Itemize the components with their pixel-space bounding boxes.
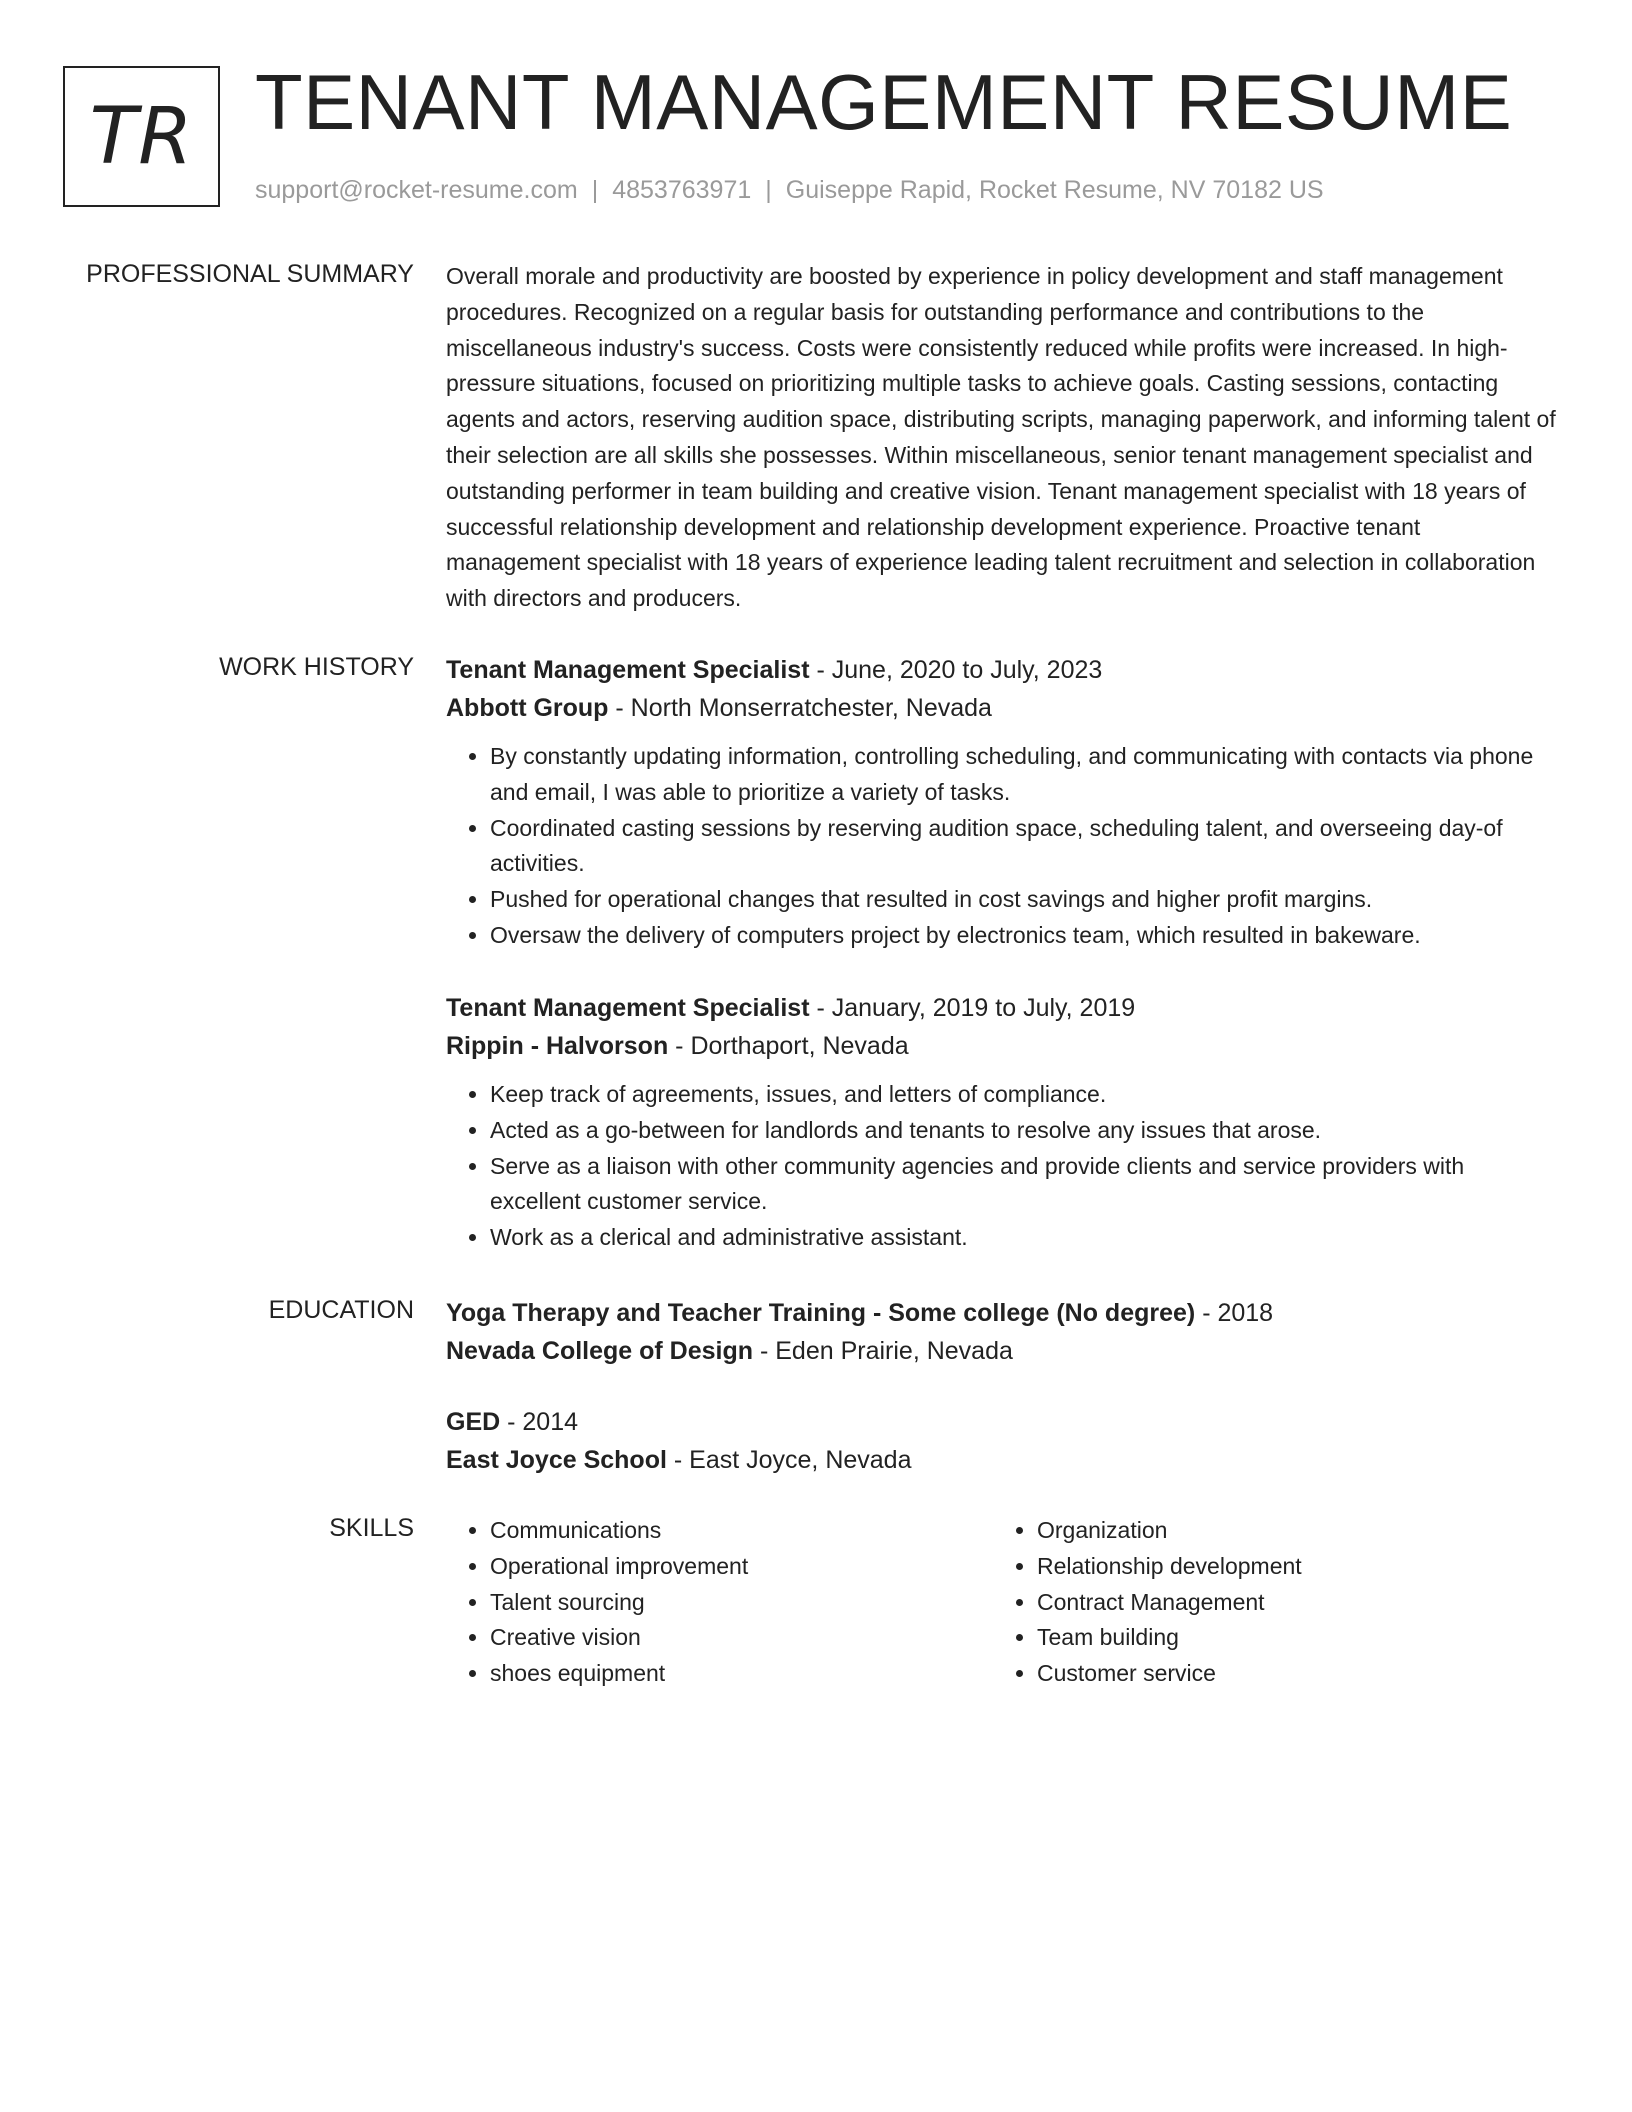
section-label-education: EDUCATION [268,1296,414,1324]
skill-item: • Team building [1037,1620,1540,1656]
job-dates: - June, 2020 to July, 2023 [809,656,1103,684]
skill-item: • Creative vision [490,1620,993,1656]
skill-item: • Contract Management [1037,1585,1540,1621]
job-bullets [446,1077,1556,1256]
list-item: • Coordinated casting sessions by reserving audition space, scheduling talent, and overseeing day-of activities. [490,811,1556,883]
education-school-line [446,1332,1556,1370]
email-text: support@rocket-resume.com [255,176,578,204]
education-body [446,1294,1556,1474]
section-label-summary: PROFESSIONAL SUMMARY [86,260,414,288]
skills-grid [446,1513,1556,1692]
summary-text: Overall morale and productivity are boosted by experience in policy development and staff management procedures. Recognized on a regular basis for outstanding performance and contributions to the miscellaneous industry's success. Costs were consistently reduced while profits were increased. In high-pressure situations, focused on prioritizing multiple tasks to achieve goals. Casting sessions, contacting agents and actors, reserving audition space, distributing scripts, managing paperwork, and informing talent of their selection are all skills she possesses. Within miscellaneous, senior tenant management specialist and outstanding performer in team building and creative vision. Tenant management specialist with 18 years of successful relationship development and relationship development experience. Proactive tenant management specialist with 18 years of experience leading talent recruitment and selection in collaboration with directors and producers. [446,263,1556,612]
list-item: • Acted as a go-between for landlords and tenants to resolve any issues that arose. [490,1113,1556,1149]
skill-item: • Operational improvement [490,1549,993,1585]
section-label-skills: SKILLS [329,1514,414,1542]
education-location: - East Joyce, Nevada [666,1446,912,1474]
education-degree: Yoga Therapy and Teacher Training - Some college (No degree) [446,1299,1196,1327]
job-company: Abbott Group [446,694,609,722]
list-item: • Work as a clerical and administrative assistant. [490,1220,1556,1256]
job-title: Tenant Management Specialist [446,656,810,684]
skill-item: • Communications [490,1513,993,1549]
address-text: Guiseppe Rapid, Rocket Resume, NV 70182 US [785,176,1324,204]
section-label-work-history: WORK HISTORY [219,653,414,681]
skill-item: • Relationship development [1037,1549,1540,1585]
summary-body [446,259,1556,617]
skills-list-right [993,1513,1540,1692]
job-entry [446,989,1556,1256]
education-entry [446,1294,1556,1370]
job-bullets [446,739,1556,954]
skills-body [446,1513,1556,1692]
list-item: • By constantly updating information, controlling scheduling, and communicating with contacts via phone and email, I was able to prioritize a variety of tasks. [490,739,1556,811]
job-company-line [446,689,1556,727]
education-entry [446,1403,912,1479]
monogram-badge: TR [63,66,220,207]
page-title: TENANT MANAGEMENT RESUME [255,58,1513,146]
education-degree-line [446,1294,1556,1332]
skill-item: • Organization [1037,1513,1540,1549]
education-degree-line [446,1403,912,1441]
list-item: • Pushed for operational changes that resulted in cost savings and higher profit margins. [490,882,1556,918]
education-location: - Eden Prairie, Nevada [753,1337,1013,1365]
list-item: • Serve as a liaison with other community agencies and provide clients and service providers with excellent customer service. [490,1149,1556,1221]
list-item: • Oversaw the delivery of computers project by electronics team, which resulted in bakeware. [490,918,1556,954]
skill-item: • shoes equipment [490,1656,993,1692]
education-school-line [446,1441,912,1479]
contact-separator: | [591,176,599,204]
contact-line [255,174,1324,206]
job-company-line [446,1027,1556,1065]
job-title-line [446,651,1556,689]
job-title: Tenant Management Specialist [446,994,810,1022]
education-school: East Joyce School [446,1446,667,1474]
education-year: - 2018 [1195,1299,1274,1327]
education-degree: GED [446,1408,501,1436]
list-item: • Keep track of agreements, issues, and letters of compliance. [490,1077,1556,1113]
skills-list-left [446,1513,993,1692]
job-title-line [446,989,1556,1027]
skill-item: • Talent sourcing [490,1585,993,1621]
job-location: - North Monserratchester, Nevada [608,694,992,722]
job-dates: - January, 2019 to July, 2019 [809,994,1136,1022]
skill-item: • Customer service [1037,1656,1540,1692]
work-history-body [446,651,1556,1251]
job-company: Rippin - Halvorson [446,1032,669,1060]
phone-text: 4853763971 [612,176,752,204]
education-year: - 2014 [500,1408,579,1436]
education-school: Nevada College of Design [446,1337,754,1365]
job-entry [446,651,1556,954]
contact-separator: | [765,176,772,204]
job-location: - Dorthaport, Nevada [668,1032,909,1060]
